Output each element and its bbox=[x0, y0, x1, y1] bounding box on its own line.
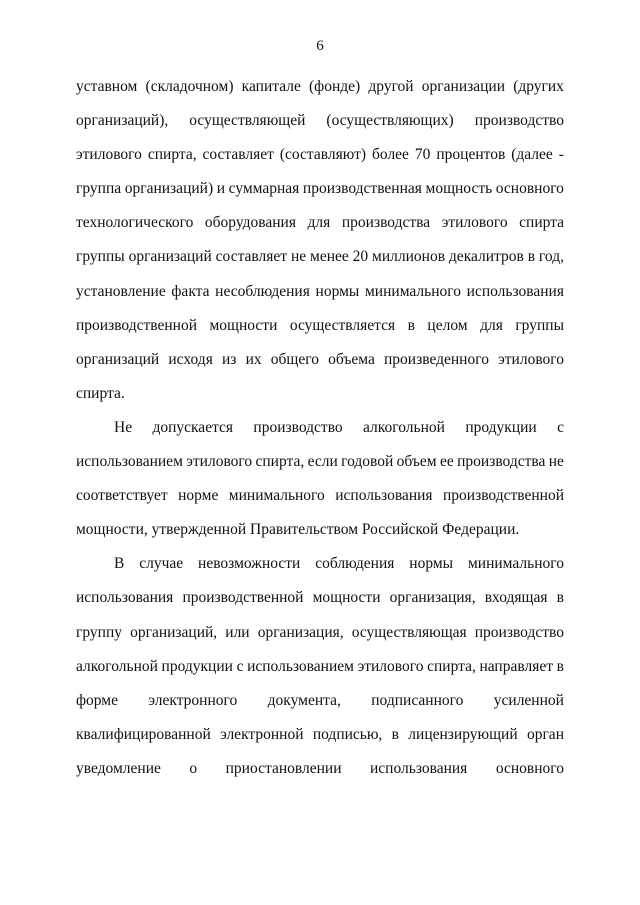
text-line bbox=[76, 349, 564, 383]
word: спирта, bbox=[427, 657, 476, 675]
word: - bbox=[558, 146, 564, 164]
word: организации bbox=[421, 78, 505, 95]
word: установление bbox=[76, 282, 166, 300]
word: капитале bbox=[241, 78, 301, 95]
word: мощности bbox=[209, 316, 278, 334]
word: нормы bbox=[315, 282, 360, 300]
word: производственной bbox=[76, 316, 198, 334]
word: этилового bbox=[441, 214, 508, 232]
word: использования bbox=[76, 589, 174, 607]
text-line bbox=[76, 553, 564, 587]
word: этилового bbox=[76, 146, 142, 164]
text-line bbox=[76, 690, 564, 724]
word: организаций, bbox=[130, 623, 218, 641]
word: мощности, bbox=[76, 521, 148, 539]
text-line bbox=[76, 656, 564, 690]
text-line bbox=[76, 622, 564, 656]
word: этилового bbox=[186, 453, 253, 471]
word: утвержденной bbox=[151, 521, 247, 539]
word: организаций) bbox=[124, 180, 214, 198]
word: использования bbox=[335, 487, 433, 505]
word: суммарная bbox=[228, 180, 300, 198]
word: объема bbox=[328, 350, 375, 368]
word: соответствует bbox=[76, 487, 168, 505]
word: о bbox=[189, 759, 198, 777]
word: уставном bbox=[76, 78, 138, 95]
word: продукции bbox=[465, 418, 537, 436]
word: осуществляется bbox=[289, 316, 396, 334]
word: основного bbox=[495, 180, 564, 198]
word: осуществляющая bbox=[351, 623, 467, 641]
word: не bbox=[290, 248, 307, 266]
word: соблюдения bbox=[315, 555, 395, 573]
word: электронного bbox=[148, 691, 238, 709]
word: орган bbox=[526, 725, 564, 743]
word: производственная bbox=[302, 180, 422, 198]
word: подписью, bbox=[312, 725, 383, 743]
word: нормы bbox=[409, 555, 454, 573]
word: минимального bbox=[365, 282, 461, 300]
word: спирта. bbox=[76, 384, 125, 402]
word: составляет bbox=[215, 248, 288, 266]
word: входящая bbox=[484, 589, 548, 607]
word: спирта, bbox=[255, 453, 305, 471]
paragraph bbox=[76, 417, 564, 553]
text-line bbox=[76, 451, 564, 485]
word: В bbox=[114, 555, 125, 573]
word: Федерации. bbox=[442, 521, 520, 539]
word: минимального bbox=[467, 555, 564, 573]
word: форме bbox=[76, 691, 118, 709]
word: их bbox=[245, 350, 262, 368]
word: произведенного bbox=[384, 350, 489, 368]
word: использования bbox=[466, 282, 564, 300]
word: в bbox=[556, 657, 564, 675]
word: общего bbox=[270, 350, 319, 368]
word: производство bbox=[474, 623, 564, 641]
text-line bbox=[76, 178, 564, 212]
word: Не bbox=[114, 418, 133, 436]
word: не bbox=[548, 453, 564, 471]
word: группу bbox=[76, 623, 122, 641]
word: в bbox=[556, 589, 564, 607]
word: алкогольной bbox=[76, 657, 158, 675]
word: направляет bbox=[479, 657, 553, 675]
word: целом bbox=[427, 316, 468, 334]
word: производство bbox=[474, 112, 564, 130]
word: спирта, bbox=[147, 146, 197, 164]
word: осуществляющей bbox=[189, 112, 306, 130]
text-line bbox=[76, 417, 564, 451]
text-line bbox=[76, 724, 564, 758]
word: в bbox=[407, 316, 415, 334]
text-line bbox=[76, 110, 564, 144]
word: из bbox=[221, 350, 237, 368]
text-line bbox=[76, 76, 564, 110]
text-line bbox=[76, 758, 564, 792]
text-line bbox=[76, 383, 564, 417]
word: процентов bbox=[436, 146, 506, 164]
word: производства bbox=[457, 453, 546, 471]
word: составляет bbox=[202, 146, 274, 164]
word: технологического bbox=[76, 214, 194, 232]
word: группа bbox=[76, 180, 122, 198]
word: (складочном) bbox=[145, 78, 234, 95]
word: организаций bbox=[128, 248, 212, 266]
word: квалифицированной bbox=[76, 725, 211, 743]
word: в bbox=[527, 248, 536, 266]
word: и bbox=[216, 180, 226, 198]
word: продукции bbox=[161, 657, 233, 675]
word: использования bbox=[370, 759, 468, 777]
text-line bbox=[76, 485, 564, 519]
word: декалитров bbox=[448, 248, 524, 266]
word: Правительством bbox=[250, 521, 359, 539]
word: исходя bbox=[168, 350, 213, 368]
word: ее bbox=[439, 453, 454, 471]
text-line bbox=[76, 144, 564, 178]
word: 20 bbox=[352, 248, 369, 266]
word: производственной bbox=[442, 487, 564, 505]
word: невозможности bbox=[198, 555, 301, 573]
text-line bbox=[76, 281, 564, 315]
word: уведомление bbox=[76, 759, 161, 777]
paragraph bbox=[76, 553, 564, 792]
word: для bbox=[307, 214, 331, 232]
word: группы bbox=[76, 248, 125, 266]
word: несоблюдения bbox=[215, 282, 310, 300]
word: с bbox=[236, 657, 244, 675]
word: мощности bbox=[312, 589, 381, 607]
word: электронной bbox=[220, 725, 304, 743]
word: минимального bbox=[228, 487, 325, 505]
paragraph bbox=[76, 76, 564, 417]
word: производства bbox=[341, 214, 431, 232]
word: допускается bbox=[152, 418, 234, 436]
text-line bbox=[76, 587, 564, 621]
word: с bbox=[557, 418, 564, 436]
word: или bbox=[225, 623, 250, 641]
text-line bbox=[76, 246, 564, 280]
word: другой bbox=[368, 78, 414, 95]
word: документа, bbox=[267, 691, 341, 709]
word: для bbox=[480, 316, 503, 334]
word: организация, bbox=[257, 623, 344, 641]
word: более bbox=[372, 146, 409, 164]
document-body bbox=[76, 76, 564, 792]
word: использованием bbox=[247, 657, 354, 675]
word: (фонде) bbox=[309, 78, 361, 95]
word: если bbox=[307, 453, 338, 471]
word: этилового bbox=[498, 350, 564, 368]
word: организаций), bbox=[76, 112, 169, 130]
text-line bbox=[76, 212, 564, 246]
text-line bbox=[76, 519, 564, 553]
word: (других bbox=[513, 78, 564, 95]
word: подписанного bbox=[371, 691, 464, 709]
word: объем bbox=[396, 453, 437, 471]
word: основного bbox=[495, 759, 564, 777]
word: миллионов bbox=[372, 248, 446, 266]
word: использованием bbox=[76, 453, 183, 471]
text-line bbox=[76, 315, 564, 349]
word: лицензирующий bbox=[408, 725, 518, 743]
word: (составляют) bbox=[279, 146, 367, 164]
word: Российской bbox=[361, 521, 439, 539]
word: усиленной bbox=[493, 691, 564, 709]
word: оборудования bbox=[204, 214, 296, 232]
word: мощность bbox=[425, 180, 493, 198]
word: менее bbox=[310, 248, 349, 266]
word: год, bbox=[538, 248, 564, 266]
word: (далее bbox=[511, 146, 553, 164]
page-number: 6 bbox=[316, 38, 324, 54]
word: факта bbox=[171, 282, 210, 300]
word: случае bbox=[139, 555, 184, 573]
word: организаций bbox=[76, 350, 160, 368]
word: производство bbox=[253, 418, 343, 436]
word: годовой bbox=[341, 453, 394, 471]
word: этилового bbox=[357, 657, 424, 675]
word: в bbox=[391, 725, 399, 743]
word: спирта bbox=[519, 214, 564, 232]
word: организация, bbox=[389, 589, 476, 607]
word: 70 bbox=[414, 146, 431, 164]
word: производственной bbox=[182, 589, 304, 607]
word: приостановлении bbox=[225, 759, 342, 777]
word: норме bbox=[178, 487, 219, 505]
word: (осуществляющих) bbox=[326, 112, 454, 130]
word: алкогольной bbox=[363, 418, 445, 436]
word: группы bbox=[515, 316, 564, 334]
